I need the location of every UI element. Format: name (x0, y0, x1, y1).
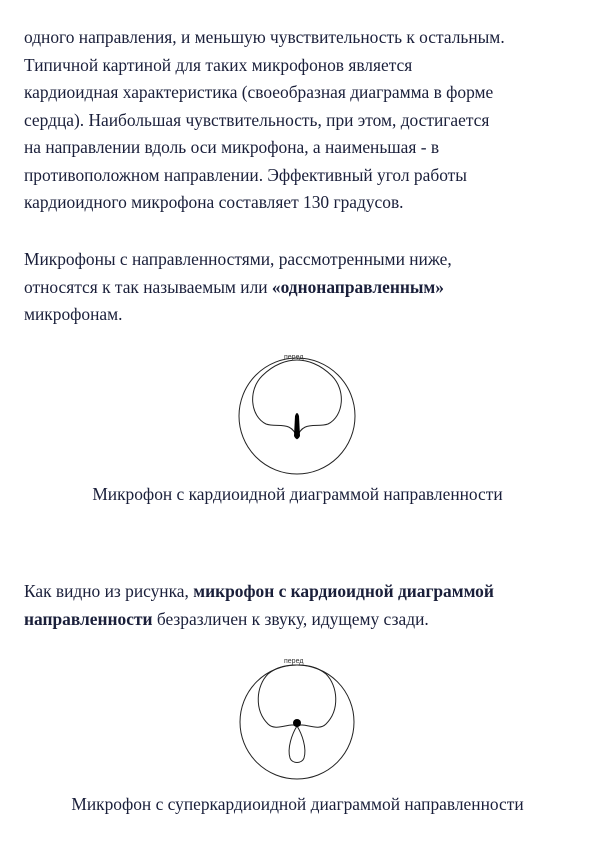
text-line: на направлении вдоль оси микрофона, а наименьшая - в (24, 137, 440, 157)
text-line: Микрофоны с направленностями, рассмотренными ниже, (24, 249, 452, 269)
text-line: противоположном направлении. Эффективный угол работы (24, 164, 467, 185)
text-line: кардиоидная характеристика (своеобразная диаграмма в форме (24, 82, 494, 102)
microphone-icon (294, 413, 300, 439)
text-line: сердца). Наибольшая чувствительность, при этом, достигается (24, 109, 490, 130)
bold-term: «однонаправленным» (271, 276, 444, 297)
bold-term: микрофон с кардиоидной диаграммой (193, 581, 494, 601)
microphone-icon (293, 719, 301, 727)
text-line: кардиоидного микрофона составляет 130 градусов. (24, 192, 404, 212)
text-line (24, 578, 576, 606)
text-line (24, 274, 576, 302)
front-label: перед (284, 354, 304, 361)
supercardioid-rear-lobe (289, 726, 305, 763)
text-line: одного направления, и меньшую чувствительность к остальным. (24, 27, 505, 47)
paragraph-unidirectional (24, 246, 576, 329)
figure-caption: Микрофон с суперкардиоидной диаграммой направленности (71, 794, 524, 814)
text-segment: относятся к так называемым или (24, 276, 272, 297)
supercardioid-front-lobe (258, 665, 336, 727)
supercardioid-diagram (232, 652, 362, 782)
bold-term: направленности (24, 608, 153, 629)
front-label: перед (284, 658, 304, 665)
text-line (24, 606, 576, 634)
cardioid-diagram (232, 350, 362, 478)
text-line: микрофонам. (24, 304, 123, 324)
text-line: Типичной картиной для таких микрофонов является (24, 54, 413, 75)
text-segment: безразличен к звуку, идущему сзади. (152, 608, 429, 629)
paragraph-conclusion (24, 578, 576, 633)
text-segment: Как видно из рисунка, (24, 581, 194, 601)
paragraph-intro (24, 24, 576, 217)
figure-caption: Микрофон с кардиоидной диаграммой направленности (92, 484, 503, 504)
